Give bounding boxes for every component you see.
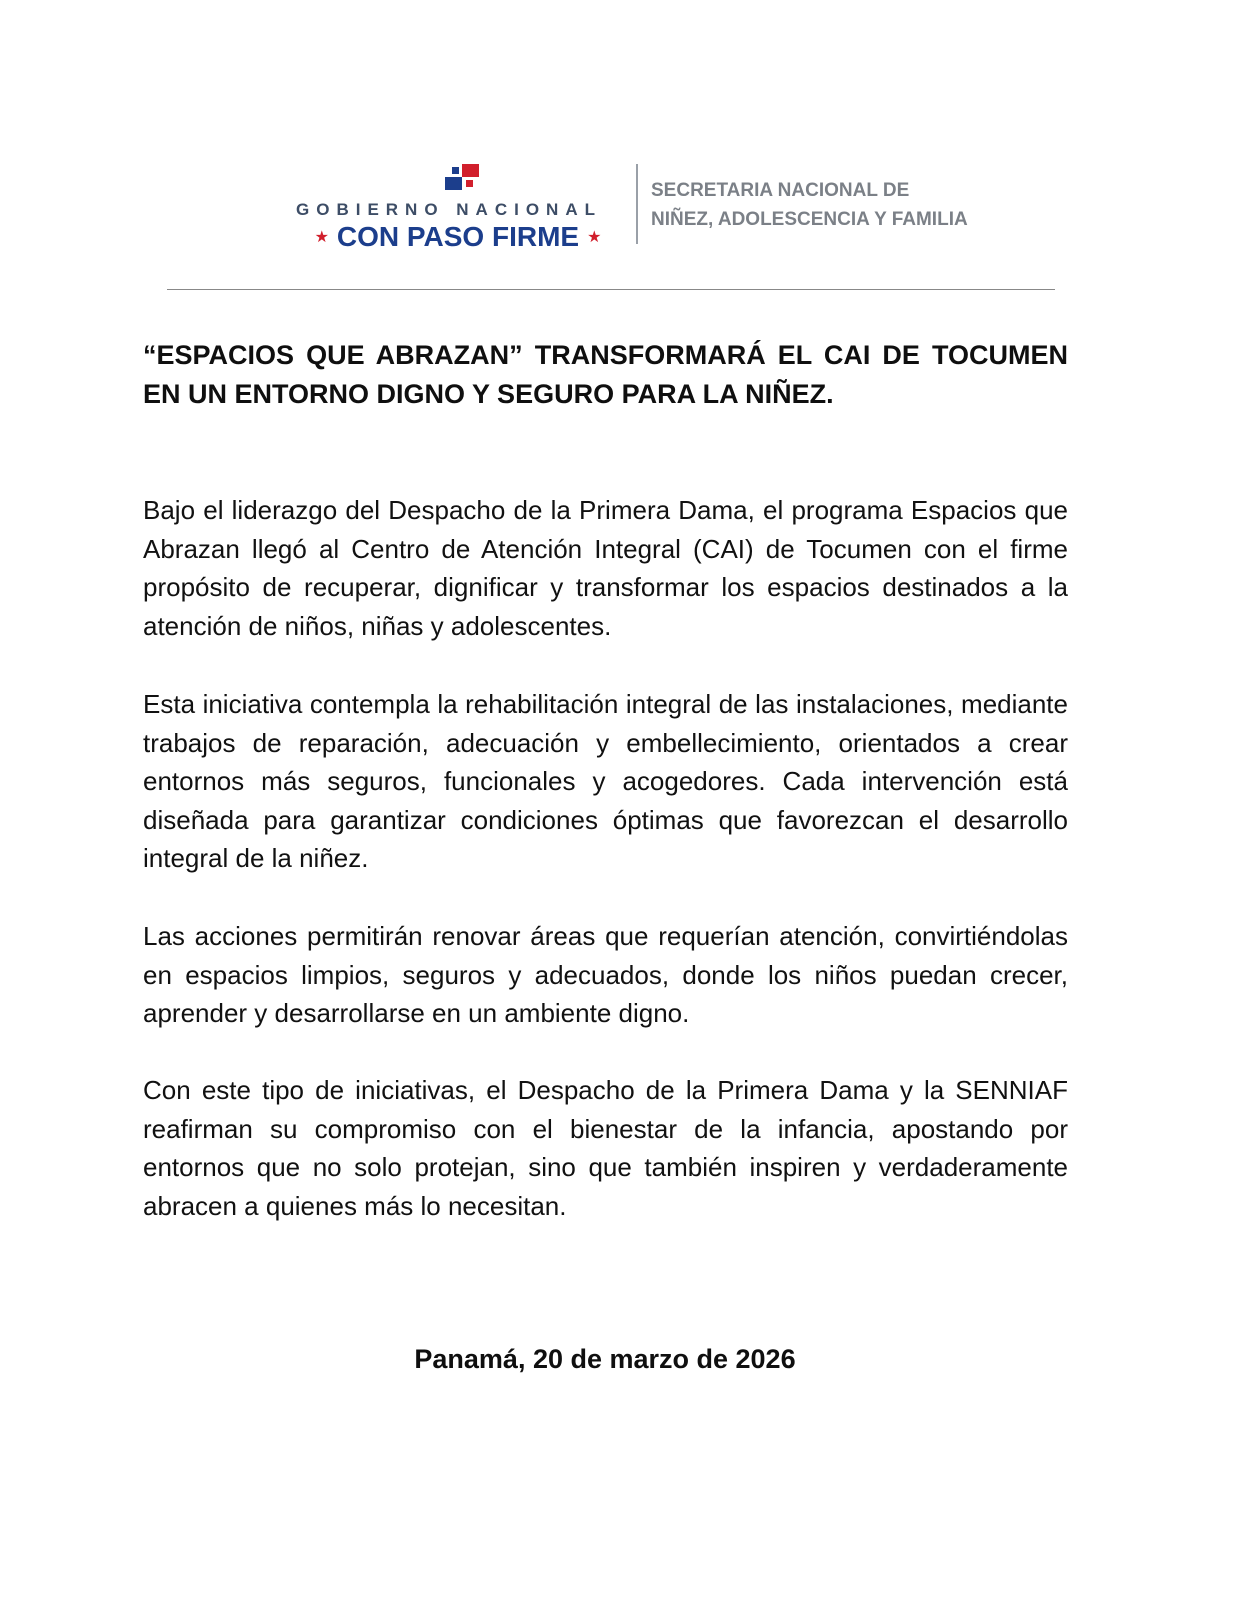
institution-line-2: NIÑEZ, ADOLESCENCIA Y FAMILIA (651, 209, 968, 230)
gov-slogan-row (298, 220, 618, 254)
gov-slogan: CON PASO FIRME (336, 221, 580, 252)
body-paragraph-2: Esta iniciativa contempla la rehabilitación integral de las instalaciones, mediante trabajos de reparación, adecuación y embellecimiento, orientados a crear entornos más seguros, funcionales y acogedores. Cada intervención está diseñada para garantizar condiciones óptimas que favorezcan el desarrollo integral de la niñez. (143, 689, 1068, 874)
body-paragraph-4: Con este tipo de iniciativas, el Despacho de la Primera Dama y la SENNIAF reafirman su compromiso con el bienestar de la infancia, apostando por entornos que no solo protejan, sino que también inspiren y verdaderamente abracen a quienes más lo necesitan. (143, 1075, 1068, 1221)
header-rule (167, 289, 1055, 290)
institution-name (651, 176, 968, 234)
star-icon: ★ (314, 229, 329, 246)
letterhead (0, 150, 1236, 260)
body-paragraph-3: Las acciones permitirán renovar áreas que requerían atención, convirtiéndolas en espacios limpios, seguros y adecuados, donde los niños puedan crecer, aprender y desarrollarse en un ambiente digno. (143, 921, 1068, 1029)
dateline: Panamá, 20 de marzo de 2026 (414, 1344, 796, 1374)
institution-line-1: SECRETARIA NACIONAL DE (651, 180, 910, 201)
logo-divider (636, 164, 638, 244)
body-paragraph-1: Bajo el liderazgo del Despacho de la Primera Dama, el programa Espacios que Abrazan llegó al Centro de Atención Integral (CAI) de Tocumen con el firme propósito de recuperar, dignificar y transformar los espacios destinados a la atención de niños, niñas y adolescentes. (143, 495, 1068, 641)
star-icon: ★ (587, 229, 602, 246)
government-logo (290, 164, 630, 254)
press-headline: “ESPACIOS QUE ABRAZAN” TRANSFORMARÁ EL CAI DE TOCUMEN EN UN ENTORNO DIGNO Y SEGURO PARA LA NIÑEZ. (143, 340, 1068, 409)
panama-flag-icon (445, 164, 479, 190)
gov-title-line: GOBIERNO NACIONAL (296, 200, 602, 219)
